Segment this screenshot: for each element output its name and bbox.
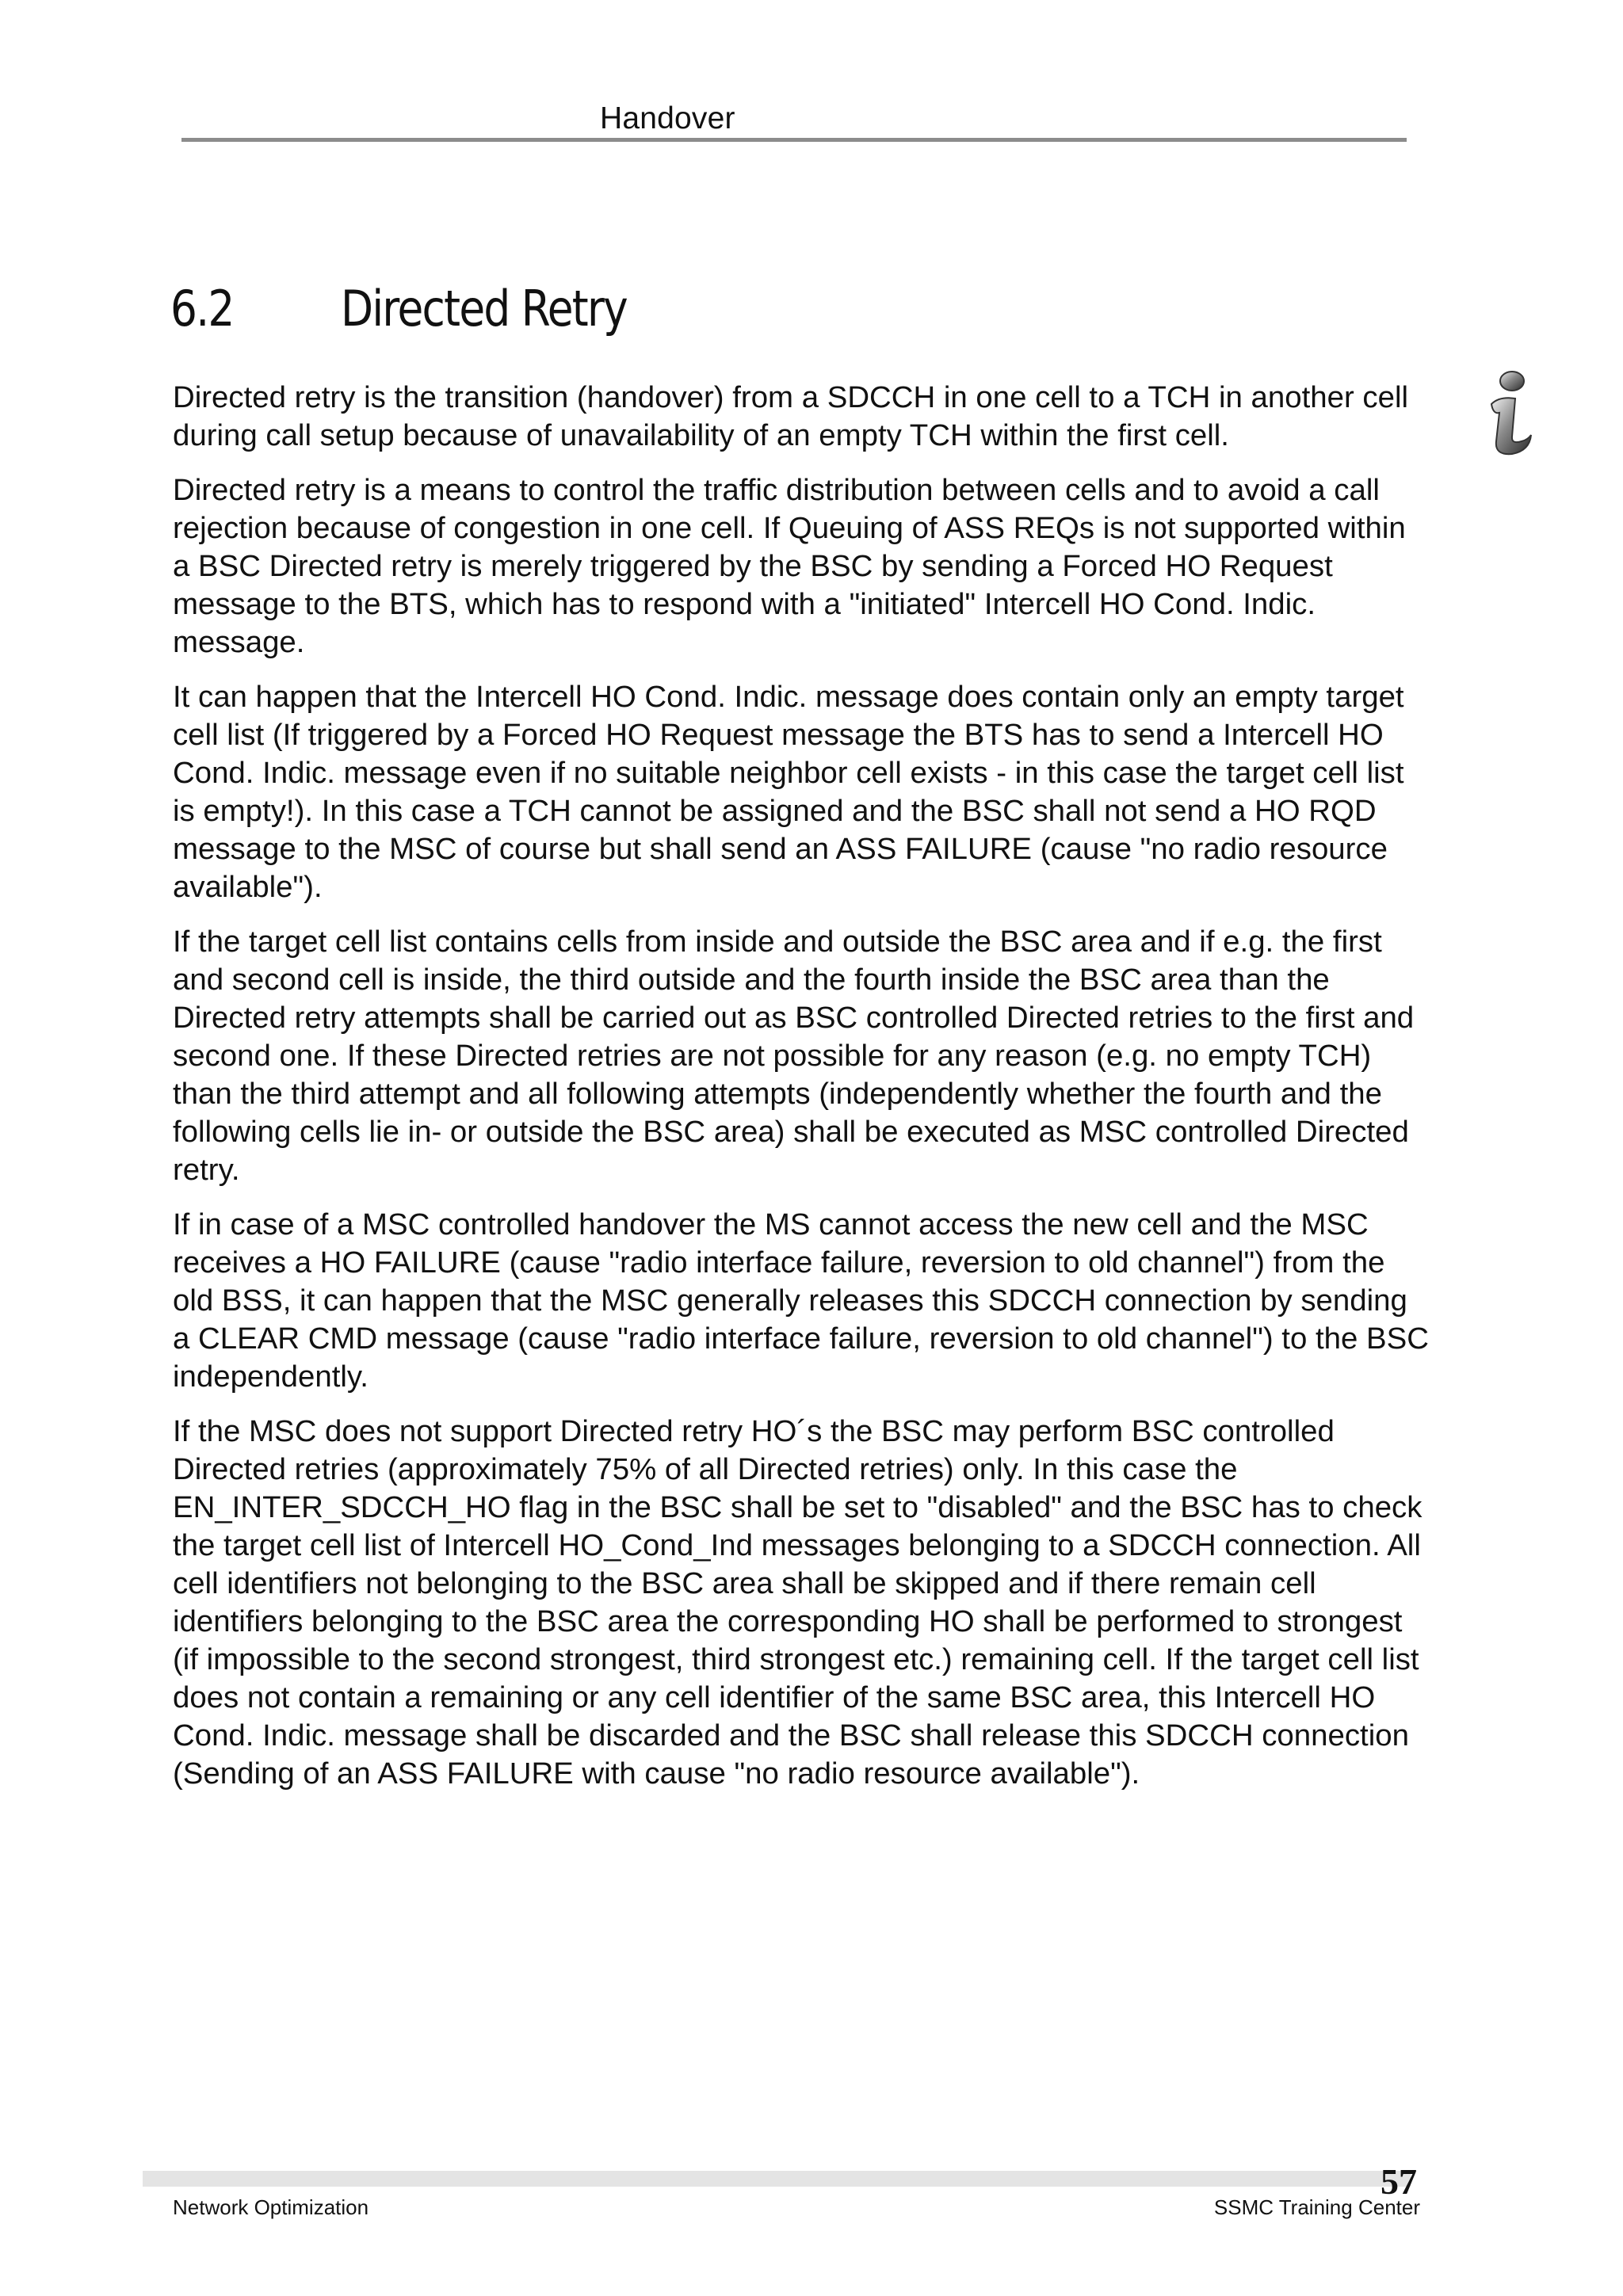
info-icon [1480,368,1537,460]
footer-left-text: Network Optimization [173,2195,369,2219]
footer-bar [143,2171,1411,2187]
paragraph: If the MSC does not support Directed retry HO´s the BSC may perform BSC controlled Directed retries (approximately 75% of all Directed retries) only. In this case the EN_INTER_SDCCH_HO flag in the BSC shall be set to "disabled" and the BSC has to check the target cell list of Intercell HO_Cond_Ind messages belonging to a SDCCH connection. All cell identifiers not belonging to the BSC area shall be skipped and if there remain cell identifiers belonging to the BSC area the corresponding HO shall be performed to strongest (if impossible to the second strongest, third strongest etc.) remaining cell. If the target cell list does not contain a remaining or any cell identifier of the same BSC area, this Intercell HO Cond. Indic. message shall be discarded and the BSC shall release this SDCCH connection (Sending of an ASS FAILURE with cause "no radio resource available"). [173,1414,1423,1791]
page-number: 57 [1381,2161,1417,2202]
body-text [173,379,1429,1810]
paragraph: Directed retry is the transition (handover) from a SDCCH in one cell to a TCH in another cell during call setup because of unavailability of an empty TCH within the first cell. [173,380,1409,452]
section-heading [170,277,627,341]
section-number: 6.2 [170,280,234,338]
paragraph: Directed retry is a means to control the traffic distribution between cells and to avoid a call rejection because of congestion in one cell. If Queuing of ASS REQs is not supported within a BSC Directed retry is merely triggered by the BSC by sending a Forced HO Request message to the BTS, which has to respond with a "initiated" Intercell HO Cond. Indic. message. [173,473,1406,659]
paragraph: If in case of a MSC controlled handover the MS cannot access the new cell and the MSC receives a HO FAILURE (cause "radio interface failure, reversion to old channel") from the old BSS, it can happen that the MSC generally releases this SDCCH connection by sending a CLEAR CMD message (cause "radio interface failure, reversion to old channel") to the BSC independently. [173,1207,1429,1394]
header-rule [181,138,1407,142]
section-title: Directed Retry [341,280,628,338]
running-header: Handover [600,101,735,135]
paragraph: It can happen that the Intercell HO Cond. Indic. message does contain only an empty target cell list (If triggered by a Forced HO Request message the BTS has to send a Intercell HO Cond. Indic. message even if no suitable neighbor cell exists - in this case the target cell list is empty!). In this case a TCH cannot be assigned and the BSC shall not send a HO RQD message to the MSC of course but shall send an ASS FAILURE (cause "no radio resource available"). [173,680,1404,904]
paragraph: If the target cell list contains cells from inside and outside the BSC area and if e.g. the first and second cell is inside, the third outside and the fourth inside the BSC area than the Directed retry attempts shall be carried out as BSC controlled Directed retries to the first and second one. If these Directed retries are not possible for any reason (e.g. no empty TCH) than the third attempt and all following attempts (independently whether the fourth and the following cells lie in- or outside the BSC area) shall be executed as MSC controlled Directed retry. [173,925,1415,1187]
footer-right-text: SSMC Training Center [1213,2195,1420,2219]
